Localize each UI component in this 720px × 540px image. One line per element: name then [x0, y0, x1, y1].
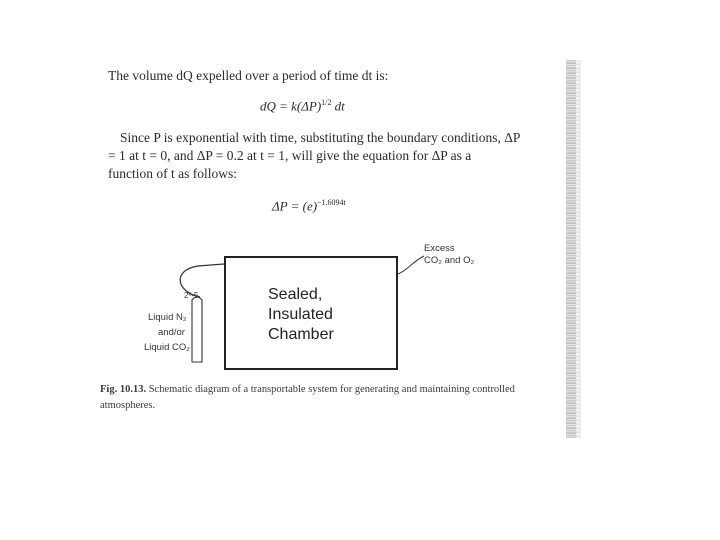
- liquid-label-line-1: Liquid N₂: [148, 312, 187, 323]
- paragraph-line-2: = 1 at t = 0, and ΔP = 0.2 at t = 1, will give the equation for ΔP as a: [108, 148, 472, 163]
- figure-caption-text: Schematic diagram of a transportable system for generating and maintaining controlled: [148, 384, 515, 395]
- paragraph-line-3: function of t as follows:: [108, 166, 237, 181]
- figure-caption-line-1: [100, 384, 515, 395]
- chamber-label-line-3: Chamber: [268, 326, 334, 343]
- liquid-label-line-3: Liquid CO₂: [144, 342, 190, 353]
- liquid-label-line-2: and/or: [158, 327, 185, 338]
- figure-caption-label: Fig. 10.13.: [100, 384, 147, 395]
- figure-caption-line-2: atmospheres.: [100, 400, 156, 411]
- equation-dq-exponent: 1/2: [321, 98, 332, 107]
- intro-line: The volume dQ expelled over a period of time dt is:: [108, 68, 389, 83]
- equation-dp-exponent: −1.6094t: [317, 198, 346, 207]
- equation-dp-body: ΔP = (e): [272, 198, 318, 214]
- chamber-label-line-1: Sealed,: [268, 286, 323, 303]
- valve-label: 2º-5: [184, 291, 199, 300]
- equation-dq-tail: dt: [334, 98, 345, 114]
- excess-label-line-2: CO₂ and O₂: [424, 255, 475, 266]
- chamber-label-line-2: Insulated: [268, 306, 333, 323]
- excess-outlet-line: [398, 256, 424, 274]
- excess-label-line-1: Excess: [424, 243, 455, 254]
- paragraph-line-1: Since P is exponential with time, substituting the boundary conditions, ΔP: [120, 130, 521, 145]
- equation-dq-body: dQ = k(ΔP): [260, 98, 322, 114]
- gas-cylinder: [192, 297, 202, 362]
